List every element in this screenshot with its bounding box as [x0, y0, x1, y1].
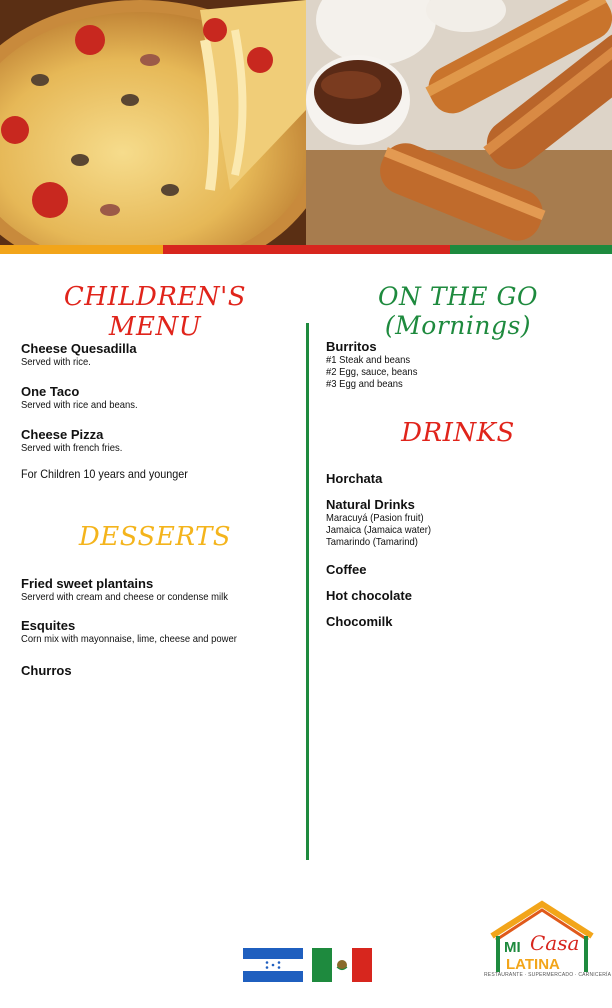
stripe-red [163, 245, 450, 254]
menu-item [21, 384, 151, 411]
menu-item [326, 562, 366, 577]
item-desc: Served with french fries. [21, 442, 123, 454]
item-name: Horchata [326, 471, 383, 486]
menu-item [326, 614, 392, 629]
item-option: #2 Egg, sauce, beans [326, 366, 418, 378]
item-name: Hot chocolate [326, 588, 412, 603]
item-option: Tamarindo (Tamarind) [326, 536, 418, 548]
item-option: Jamaica (Jamaica water) [326, 524, 432, 536]
mexico-flag [312, 948, 372, 982]
item-desc: Served with rice. [21, 356, 91, 368]
item-desc: Corn mix with mayonnaise, lime, cheese and power [21, 633, 237, 645]
item-name: Natural Drinks [326, 497, 415, 512]
item-desc: Serverd with cream and cheese or condense milk [21, 591, 228, 603]
desserts-heading: DESSERTS [78, 522, 232, 552]
item-name: Esquites [21, 618, 76, 633]
menu-item [326, 471, 382, 486]
menu-item [21, 663, 72, 678]
item-option: #3 Egg and beans [326, 378, 403, 390]
on-the-go-heading: ON THE GO (Mornings) [378, 282, 538, 340]
menu-item [326, 588, 412, 603]
childrens-menu-heading: CHILDREN'S MENU [63, 282, 247, 342]
item-option: #1 Steak and beans [326, 354, 411, 366]
logo-mi: MI [504, 939, 521, 956]
item-name: Cheese Quesadilla [21, 341, 137, 356]
logo-tagline: RESTAURANTE · SUPERMERCADO · CARNICERÍA [484, 972, 612, 978]
item-name: One Taco [21, 384, 80, 399]
item-name: Burritos [326, 339, 377, 354]
menu-item [21, 576, 251, 603]
item-name: Cheese Pizza [21, 427, 104, 442]
hero-photos [0, 0, 612, 245]
menu-item [326, 497, 443, 548]
item-desc: Served with rice and beans. [21, 399, 138, 411]
stripe-green [450, 245, 612, 254]
menu-item [21, 427, 134, 454]
house-logo [486, 900, 598, 972]
children-age-note: For Children 10 years and younger [21, 467, 188, 481]
stripe-yellow [0, 245, 163, 254]
menu-item [21, 618, 261, 645]
honduras-flag [243, 948, 303, 982]
drinks-heading: DRINKS [401, 418, 515, 448]
item-name: Churros [21, 663, 72, 678]
item-name: Chocomilk [326, 614, 393, 629]
churros-photo [306, 0, 612, 245]
logo-latina: LATINA [506, 956, 560, 972]
item-name: Fried sweet plantains [21, 576, 154, 591]
column-divider [306, 323, 309, 860]
pizza-photo [0, 0, 306, 245]
logo-casa: Casa [530, 931, 580, 955]
menu-item [326, 339, 428, 390]
item-name: Coffee [326, 562, 367, 577]
item-option: Maracuyá (Pasion fruit) [326, 512, 424, 524]
menu-item [21, 341, 137, 368]
